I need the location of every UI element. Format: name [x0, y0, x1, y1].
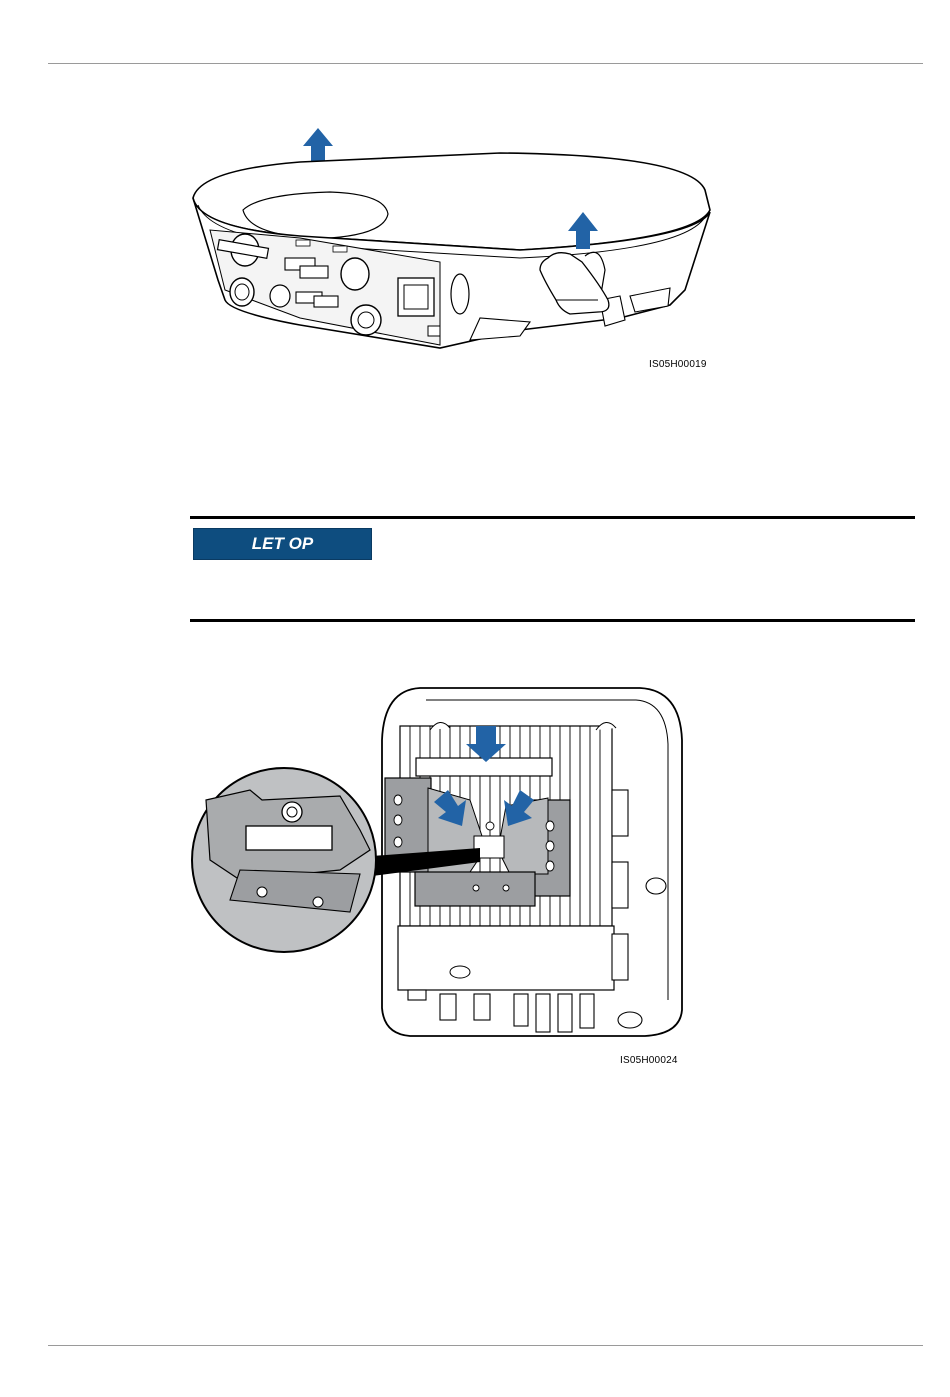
footer-rule — [48, 1345, 923, 1346]
up-arrow-icon — [303, 128, 333, 162]
notice-bottom-rule — [190, 619, 915, 622]
figure-lift-inverter — [0, 120, 950, 480]
figure-code: IS05H00019 — [649, 359, 707, 370]
header-rule — [48, 63, 923, 64]
figure-mount-bracket — [0, 680, 950, 1080]
notice-label: LET OP — [193, 528, 372, 560]
figure-code: IS05H00024 — [620, 1055, 678, 1066]
notice-top-rule — [190, 516, 915, 519]
